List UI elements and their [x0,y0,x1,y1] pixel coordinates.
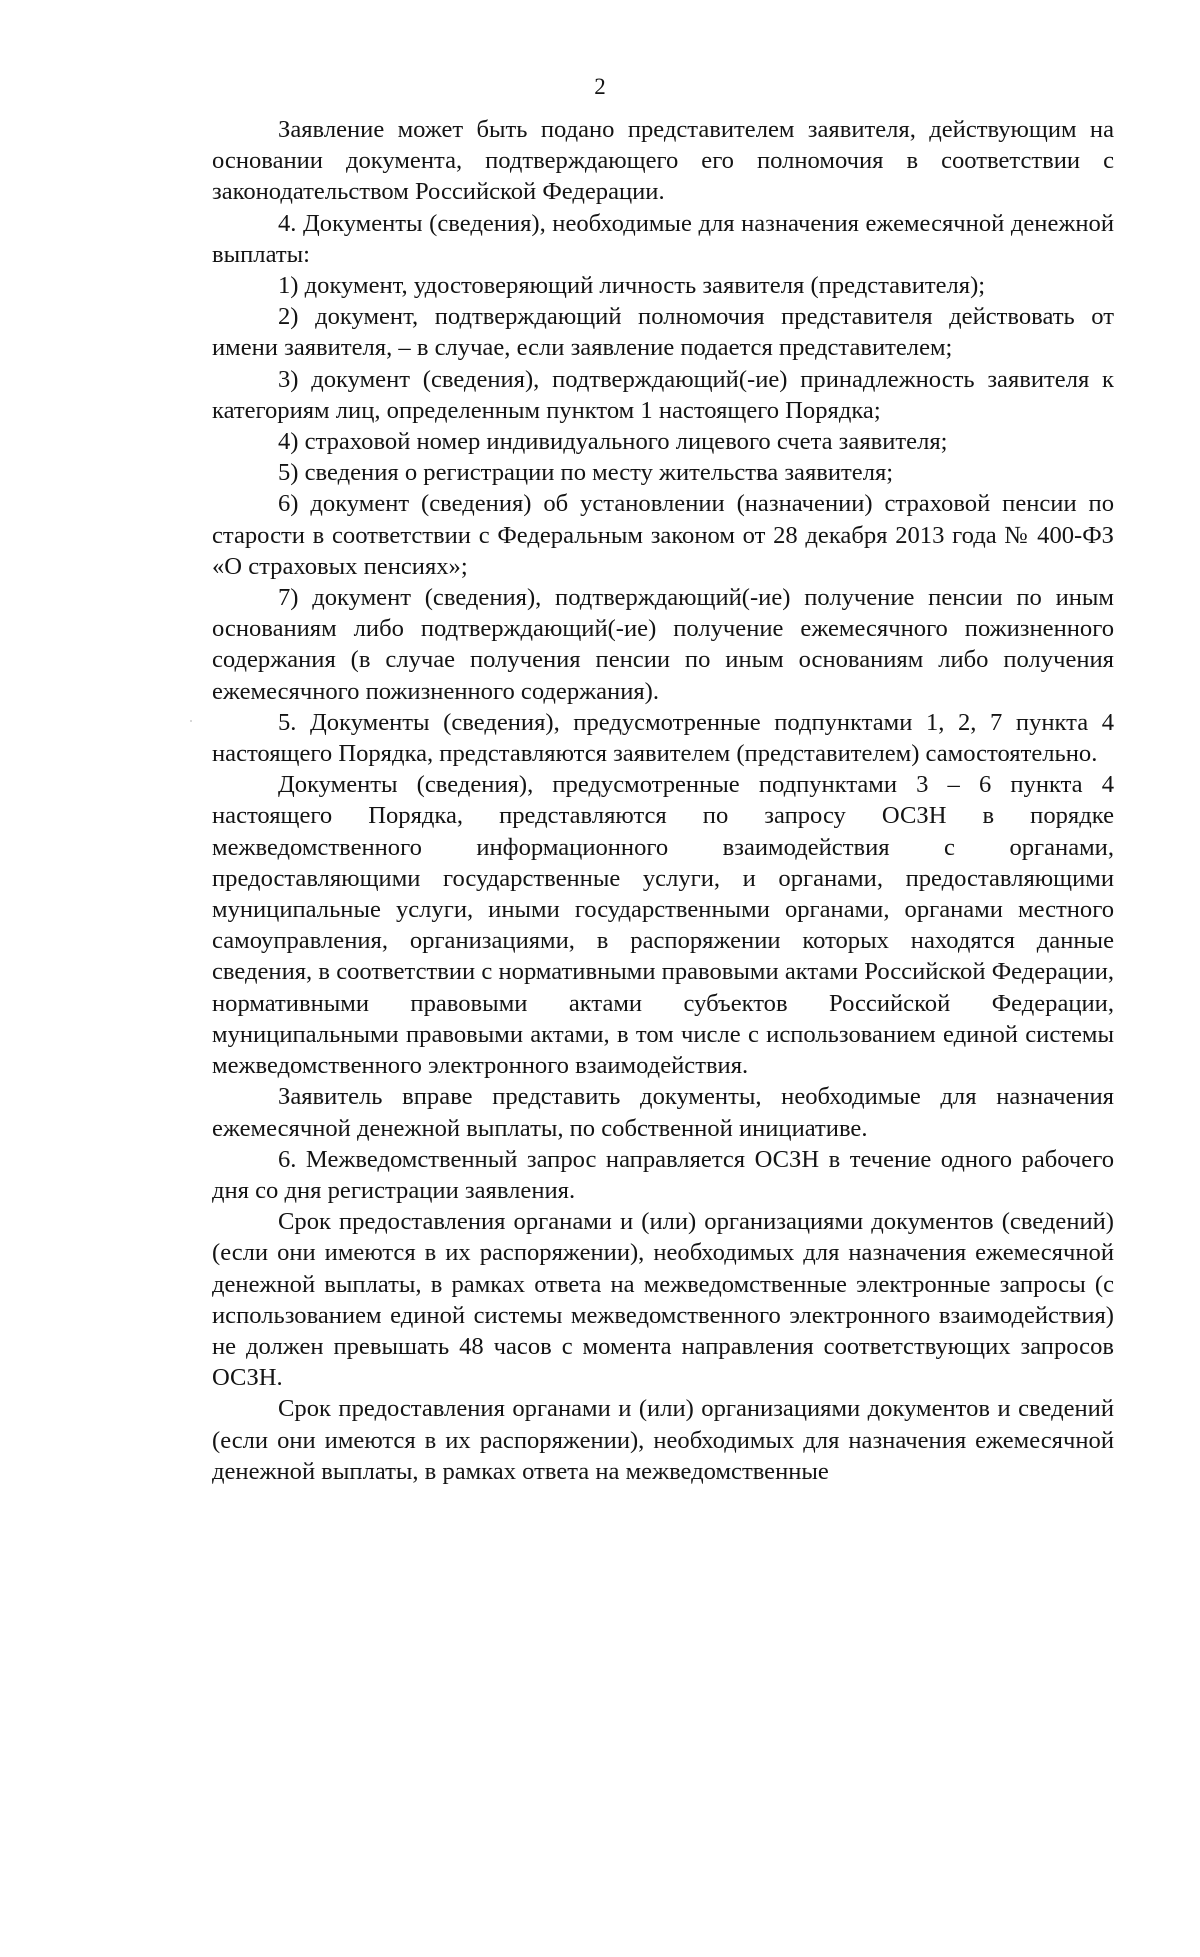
list-item: 2) документ, подтверждающий полномочия представителя действовать от имени заявителя, – в случае, если заявление подается представителем; [212,303,1114,362]
paragraph: Срок предоставления органами и (или) организациями документов и сведений (если они имеются в их распоряжении), необходимых для назначения ежемесячной денежной выплаты, в рамках ответа на межведомственные [212,1395,1114,1485]
list-item: 7) документ (сведения), подтверждающий(-ие) получение пенсии по иным основаниям либо подтверждающий(-ие) получение ежемесячного пожизненного содержания (в случае получения пенсии по иным основаниям либо получения ежемесячного пожизненного содержания). [212,584,1114,705]
paragraph: Заявитель вправе представить документы, необходимые для назначения ежемесячной денежной выплаты, по собственной инициативе. [212,1083,1114,1142]
list-item: 3) документ (сведения), подтверждающий(-ие) принадлежность заявителя к категориям лиц, определенным пунктом 1 настоящего Порядка; [212,365,1114,424]
paragraph: Документы (сведения), предусмотренные подпунктами 3 – 6 пункта 4 настоящего Порядка, представляются по запросу ОСЗН в порядке межведомственного информационного взаимодействия с органами, предоставляющими государственные услуги, и органами, предоставляющими муниципальные услуги, иными государственными органами, органами местного самоуправления, организациями, в распоряжении которых находятся данные сведения, в соответствии с нормативными правовыми актами Российской Федерации, нормативными правовыми актами субъектов Российской Федерации, муниципальными правовыми актами, в том числе с использованием единой системы межведомственного электронного взаимодействия. [212,771,1114,1080]
list-item: 6) документ (сведения) об установлении (назначении) страховой пенсии по старости в соответствии с Федеральным законом от 28 декабря 2013 года № 400-ФЗ «О страховых пенсиях»; [212,490,1114,580]
document-body [212,114,1114,1487]
paragraph: Заявление может быть подано представителем заявителя, действующим на основании документа, подтверждающего его полномочия в соответствии с законодательством Российской Федерации. [212,116,1114,206]
page-number: 2 [594,74,606,99]
paragraph: 6. Межведомственный запрос направляется ОСЗН в течение одного рабочего дня со дня регистрации заявления. [212,1145,1114,1204]
paragraph: 5. Документы (сведения), предусмотренные подпунктами 1, 2, 7 пункта 4 настоящего Порядка, представляются заявителем (представителем) самостоятельно. [212,708,1114,768]
scan-speck [190,720,192,722]
paragraph: 4. Документы (сведения), необходимые для назначения ежемесячной денежной выплаты: [212,209,1114,268]
list-item: 1) документ, удостоверяющий личность заявителя (представителя); [278,272,986,300]
list-item: 5) сведения о регистрации по месту жительства заявителя; [278,459,894,487]
list-item: 4) страховой номер индивидуального лицевого счета заявителя; [278,428,948,456]
paragraph: Срок предоставления органами и (или) организациями документов (сведений) (если они имеются в их распоряжении), необходимых для назначения ежемесячной денежной выплаты, в рамках ответа на межведомственные электронные запросы (с использованием единой системы межведомственного электронного взаимодействия) не должен превышать 48 часов с момента направления соответствующих запросов ОСЗН. [212,1208,1114,1392]
